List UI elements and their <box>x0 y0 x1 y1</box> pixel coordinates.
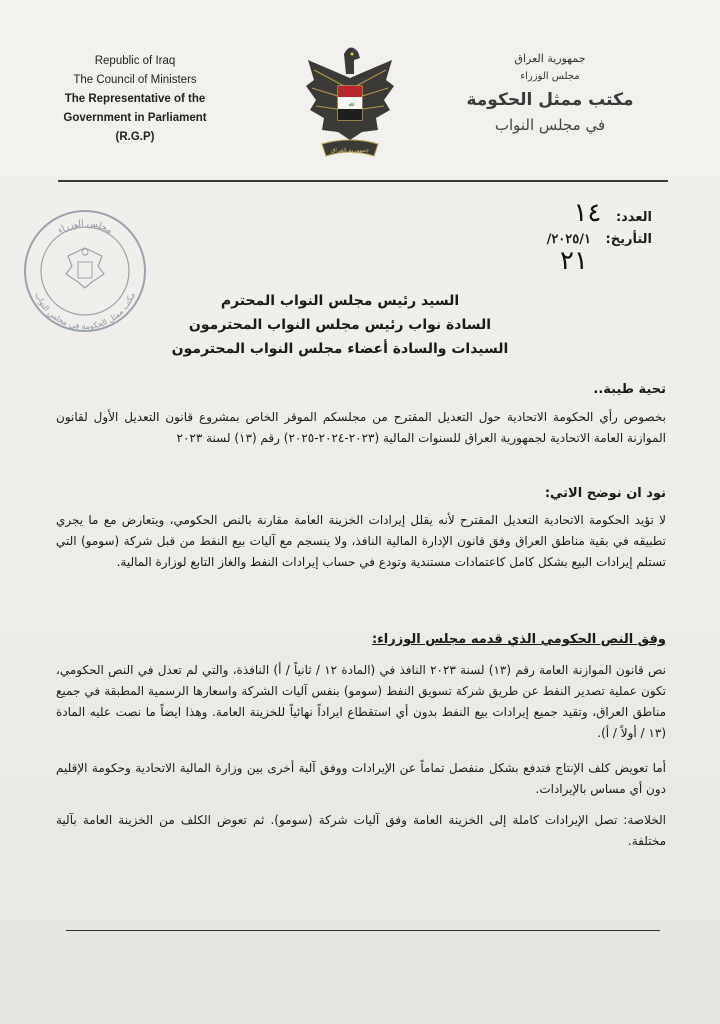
gov-text-paragraph-1: نص قانون الموازنة العامة رقم (١٣) لسنة ٢٠٢٣ النافذ في (المادة ١٢ / ثانياً / أ) النافذة، والتي لم تعدل في النص الحكومي، تكون عملية تصدير النفط عن طريق شركة تسويق النفط (سومو) بنفس آليات الشركة واسعارها الرسمية المطبقة في جميع مناطق العراق، وتقيد جميع إيرادات بيع النفط بدون أي استقطاع ايراداً نهائياً للخزينة العامة. وهذا ايضاً ما نصت عليه المادة (١٣ / أولاً / أ). <box>56 663 666 740</box>
letterhead-line-representative: The Representative of the <box>64 93 206 105</box>
svg-text:مجلس الوزراء <box>56 219 114 237</box>
letterhead-line-abbrev: (R.G.P) <box>115 131 155 143</box>
english-letterhead <box>40 52 230 147</box>
subject-paragraph: بخصوص رأي الحكومة الاتحادية حول التعديل المقترح من مجلسكم الموقر الخاص بمشروع قانون التعديل الأول لقانون الموازنة العامة الاتحادية لجمهورية العراق للسنوات المالية (٢٠٢٣-٢٠٢٤-٢٠٢٥) رقم (١٣) لسنة ٢٠٢٣ <box>56 410 666 445</box>
number-label: العدد: <box>615 210 652 225</box>
letterhead-ar-republic: جمهورية العراق <box>514 52 586 65</box>
addressee-deputies: السادة نواب رئيس مجلس النواب المحترمون <box>188 317 492 333</box>
letterhead-line-republic: Republic of Iraq <box>94 55 176 67</box>
summary-paragraph: الخلاصة: تصل الإيرادات كاملة إلى الخزينة العامة وفق آليات شركة (سومو). ثم تعوض الكلف من الخزينة العامة بآلية مختلفة. <box>56 813 666 848</box>
date-value: ٢٠٢٥/١/ <box>546 232 591 247</box>
stamp-bottom-text: مكتب ممثل الحكومة في مجلس النواب <box>33 291 137 332</box>
svg-text:جمهورية العراق: جمهورية العراق <box>330 147 370 154</box>
date-day-handwritten: ٢١ <box>560 246 588 276</box>
letterhead-ar-council: مجلس الوزراء <box>520 71 580 82</box>
svg-text:ﷲ: ﷲ <box>348 102 352 108</box>
clarify-heading: نود ان نوضح الاتي: <box>544 486 666 501</box>
greeting: تحية طيبة.. <box>593 382 666 397</box>
date-label: التأريخ: <box>605 232 652 247</box>
stamp-top-text: مجلس الوزراء <box>56 218 114 237</box>
letterhead-line-council: The Council of Ministers <box>73 74 197 86</box>
gov-text-paragraph-2: أما تعويض كلف الإنتاج فتدفع بشكل منفصل تماماً عن الإيرادات ووفق آلية أخرى بين وزارة المالية الاتحادية وحكومة الإقليم دون أي مساس بالإيرادات. <box>56 761 666 796</box>
arabic-letterhead <box>450 50 650 136</box>
svg-text:مكتب ممثل الحكومة في مجلس النو <box>33 291 137 331</box>
clarify-paragraph: لا تؤيد الحكومة الاتحادية التعديل المقترح لأنه يقلل إيرادات الخزينة العامة مقارنة بالنص الحكومي، ويتعارض مع ما يجري تطبيقه في بقية مناطق العراق وفق قانون الإدارة المالية النافذ، ولا ينسجم مع آليات بيع النفط من قبل شركة (سومو) التي تستلم إيرادات البيع بشكل كامل كاعتمادات مستندية وتودع في حساب إيرادات النفط والغاز التابع لوزارة المالية. <box>56 513 666 569</box>
document-number <box>573 198 652 228</box>
number-value: ١٤ <box>573 198 602 228</box>
office-stamp-icon <box>20 196 150 346</box>
iraq-eagle-emblem-icon <box>300 40 400 170</box>
letterhead-ar-office: مكتب ممثل الحكومة <box>466 90 634 110</box>
document-date <box>547 232 652 247</box>
letterhead-ar-parliament: في مجلس النواب <box>494 116 606 134</box>
addressee-members: السيدات والسادة أعضاء مجلس النواب المحترمون <box>171 341 509 357</box>
gov-text-heading <box>56 630 666 650</box>
gov-text-heading-label: وفق النص الحكومي الذي قدمه مجلس الوزراء: <box>371 632 666 647</box>
footer-divider <box>66 930 660 931</box>
addressee-speaker: السيد رئيس مجلس النواب المحترم <box>220 293 460 309</box>
letterhead-line-government: Government in Parliament <box>63 112 207 124</box>
header-divider <box>58 180 668 182</box>
